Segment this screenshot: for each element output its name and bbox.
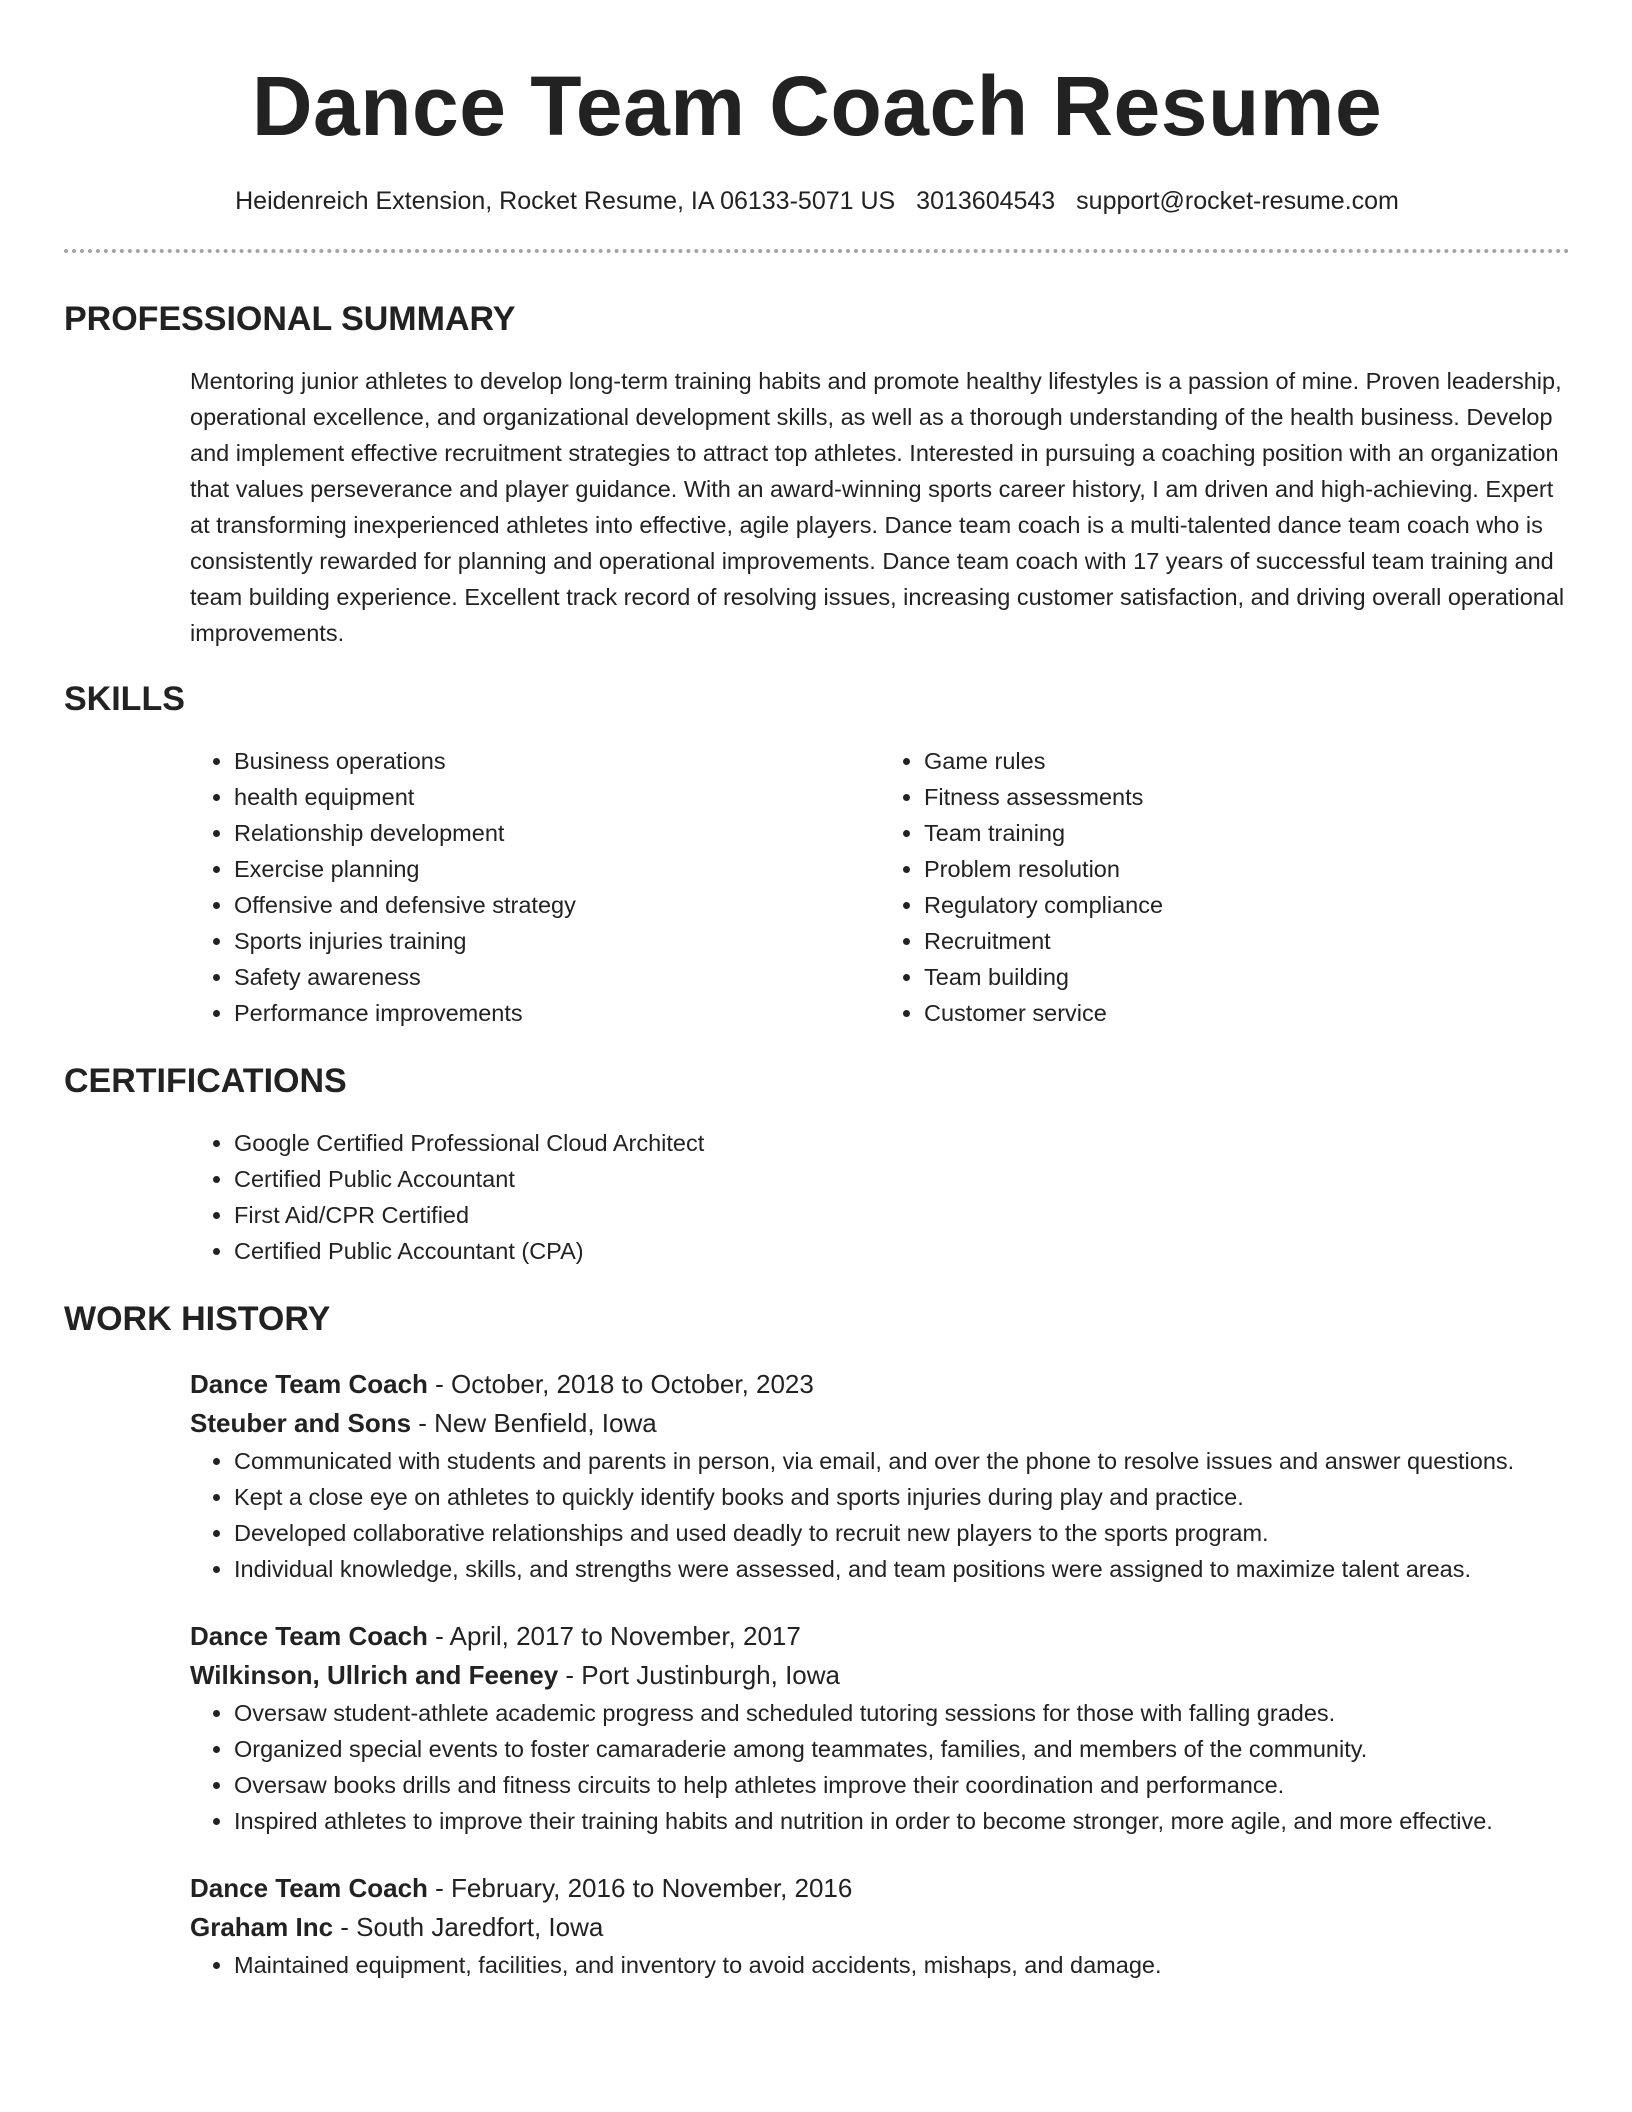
list-item: • Team training bbox=[924, 815, 1570, 851]
job-duties-list bbox=[190, 1443, 1570, 1587]
skills-section bbox=[64, 679, 1570, 1031]
job-entry bbox=[190, 1617, 1570, 1839]
list-item: • Offensive and defensive strategy bbox=[234, 887, 880, 923]
list-item: • Fitness assessments bbox=[924, 779, 1570, 815]
list-item: • First Aid/CPR Certified bbox=[234, 1197, 1570, 1233]
list-item: • Regulatory compliance bbox=[924, 887, 1570, 923]
job-dates: - October, 2018 to October, 2023 bbox=[427, 1369, 814, 1399]
job-company-line bbox=[190, 1404, 1570, 1443]
certifications-section bbox=[64, 1061, 1570, 1269]
work-history-section bbox=[64, 1299, 1570, 1983]
job-dates: - February, 2016 to November, 2016 bbox=[427, 1873, 853, 1903]
section-heading-certifications: CERTIFICATIONS bbox=[64, 1062, 347, 1100]
job-company: Wilkinson, Ullrich and Feeney bbox=[190, 1660, 559, 1690]
section-heading-summary: PROFESSIONAL SUMMARY bbox=[64, 300, 516, 338]
list-item: • Maintained equipment, facilities, and inventory to avoid accidents, mishaps, and damage. bbox=[234, 1947, 1570, 1983]
section-heading-work-history: WORK HISTORY bbox=[64, 1300, 331, 1338]
job-location: - South Jaredfort, Iowa bbox=[333, 1912, 604, 1942]
list-item: • Exercise planning bbox=[234, 851, 880, 887]
summary-text: Mentoring junior athletes to develop long-term training habits and promote healthy lifestyles is a passion of mine. Proven leadership, operational excellence, and organizational development skills, as well as a thorough understanding of the health business. Develop and implement effective recruitment strategies to attract top athletes. Interested in pursuing a coaching position with an organization that values perseverance and player guidance. With an award-winning sports career history, I am driven and high-achieving. Expert at transforming inexperienced athletes into effective, agile players. Dance team coach is a multi-talented dance team coach who is consistently rewarded for planning and operational improvements. Dance team coach with 17 years of successful team training and team building experience. Excellent track record of resolving issues, increasing customer satisfaction, and driving overall operational improvements. bbox=[190, 368, 1565, 646]
list-item: • Business operations bbox=[234, 743, 880, 779]
list-item: • Individual knowledge, skills, and strengths were assessed, and team positions were assigned to maximize talent areas. bbox=[234, 1551, 1570, 1587]
job-duties-list bbox=[190, 1695, 1570, 1839]
contact-phone: 3013604543 bbox=[916, 187, 1056, 215]
list-item: • Communicated with students and parents in person, via email, and over the phone to resolve issues and answer questions. bbox=[234, 1443, 1570, 1479]
professional-summary-section bbox=[64, 299, 1570, 651]
job-title-line bbox=[190, 1617, 1570, 1656]
list-item: • Sports injuries training bbox=[234, 923, 880, 959]
list-item: • Certified Public Accountant (CPA) bbox=[234, 1233, 1570, 1269]
list-item: • Performance improvements bbox=[234, 995, 880, 1031]
job-company-line bbox=[190, 1908, 1570, 1947]
job-title-line bbox=[190, 1365, 1570, 1404]
job-company-line bbox=[190, 1656, 1570, 1695]
list-item: • Oversaw books drills and fitness circuits to help athletes improve their coordination and performance. bbox=[234, 1767, 1570, 1803]
skills-list-left bbox=[190, 743, 880, 1031]
job-title: Dance Team Coach bbox=[190, 1369, 428, 1399]
job-location: - Port Justinburgh, Iowa bbox=[558, 1660, 840, 1690]
list-item: • Kept a close eye on athletes to quickly identify books and sports injuries during play and practice. bbox=[234, 1479, 1570, 1515]
skills-list-right bbox=[880, 743, 1570, 1031]
list-item: • Team building bbox=[924, 959, 1570, 995]
list-item: • Recruitment bbox=[924, 923, 1570, 959]
resume-page bbox=[64, 0, 1570, 1983]
job-title-line bbox=[190, 1869, 1570, 1908]
job-company: Steuber and Sons bbox=[190, 1408, 412, 1438]
resume-title: Dance Team Coach Resume bbox=[251, 59, 1383, 153]
job-title: Dance Team Coach bbox=[190, 1873, 428, 1903]
contact-line bbox=[64, 184, 1570, 218]
contact-email: support@rocket-resume.com bbox=[1076, 187, 1399, 215]
job-entry bbox=[190, 1365, 1570, 1587]
header-divider bbox=[64, 249, 1570, 253]
job-duties-list bbox=[190, 1947, 1570, 1983]
section-heading-skills: SKILLS bbox=[64, 680, 185, 718]
job-company: Graham Inc bbox=[190, 1912, 334, 1942]
certifications-list bbox=[190, 1125, 1570, 1269]
job-entry bbox=[190, 1869, 1570, 1983]
list-item: • Inspired athletes to improve their training habits and nutrition in order to become stronger, more agile, and more effective. bbox=[234, 1803, 1570, 1839]
list-item: • Safety awareness bbox=[234, 959, 880, 995]
job-location: - New Benfield, Iowa bbox=[411, 1408, 657, 1438]
skills-columns bbox=[190, 743, 1570, 1031]
certifications-list-wrap bbox=[190, 1125, 1570, 1269]
list-item: • Organized special events to foster camaraderie among teammates, families, and members of the community. bbox=[234, 1731, 1570, 1767]
list-item: • Customer service bbox=[924, 995, 1570, 1031]
list-item: • Problem resolution bbox=[924, 851, 1570, 887]
list-item: • Certified Public Accountant bbox=[234, 1161, 1570, 1197]
job-title: Dance Team Coach bbox=[190, 1621, 428, 1651]
job-dates: - April, 2017 to November, 2017 bbox=[427, 1621, 801, 1651]
contact-address: Heidenreich Extension, Rocket Resume, IA 06133-5071 US bbox=[235, 187, 896, 215]
list-item: • Oversaw student-athlete academic progress and scheduled tutoring sessions for those with falling grades. bbox=[234, 1695, 1570, 1731]
list-item: • Game rules bbox=[924, 743, 1570, 779]
list-item: • Developed collaborative relationships and used deadly to recruit new players to the sports program. bbox=[234, 1515, 1570, 1551]
list-item: • Google Certified Professional Cloud Architect bbox=[234, 1125, 1570, 1161]
list-item: • Relationship development bbox=[234, 815, 880, 851]
list-item: • health equipment bbox=[234, 779, 880, 815]
